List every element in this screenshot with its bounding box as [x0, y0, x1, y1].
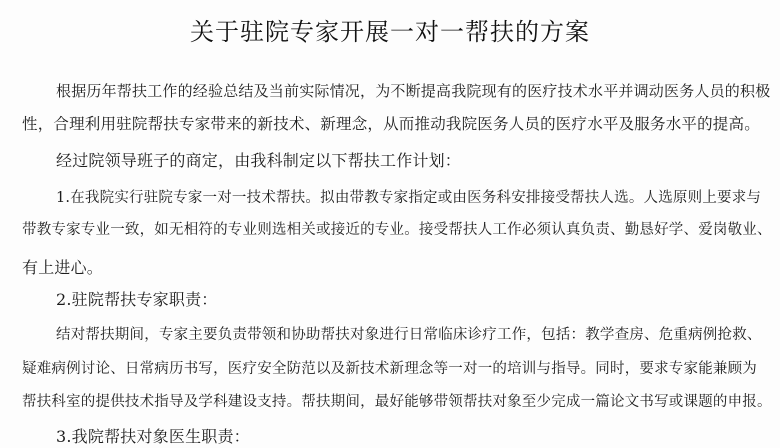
- section-heading: 2.驻院帮扶专家职责：: [56, 290, 218, 309]
- paragraph-line: 结对帮扶期间，专家主要负责带领和协助帮扶对象进行日常临床诊疗工作，包括：教学查房、危重病例抢救、: [56, 327, 762, 343]
- paragraph-line: 有上进心。: [22, 258, 104, 277]
- paragraph-line: 1.在我院实行驻院专家一对一技术帮扶。拟由带教专家指定或由医务科安排接受帮扶人选。人选原则上要求与: [56, 190, 762, 206]
- paragraph-line: 帮扶科室的提供技术指导及学科建设支持。帮扶期间，最好能够带领帮扶对象至少完成一篇论文书写或课题的申报。: [22, 394, 772, 410]
- document-title: 关于驻院专家开展一对一帮扶的方案: [190, 18, 590, 46]
- paragraph-line: 疑难病例讨论、日常病历书写，医疗安全防范以及新技术新理念等一对一的培训与指导。同时，要求专家能兼顾为: [22, 361, 757, 377]
- paragraph-line: 经过院领导班子的商定，由我科制定以下帮扶工作计划：: [56, 151, 462, 170]
- paragraph-line: 性，合理利用驻院帮扶专家带来的新技术、新理念，从而推动我院医务人员的医疗水平及服务水平的提高。: [22, 115, 760, 133]
- section-heading: 3.我院帮扶对象医生职责：: [56, 427, 250, 446]
- paragraph-line: 根据历年帮扶工作的经验总结及当前实际情况，为不断提高我院现有的医疗技术水平并调动医务人员的积极: [56, 82, 771, 100]
- paragraph-line: 带教专家专业一致，如无相符的专业则选相关或接近的专业。接受帮扶人工作必须认真负责、勤恳好学、爱岗敬业、: [22, 222, 772, 238]
